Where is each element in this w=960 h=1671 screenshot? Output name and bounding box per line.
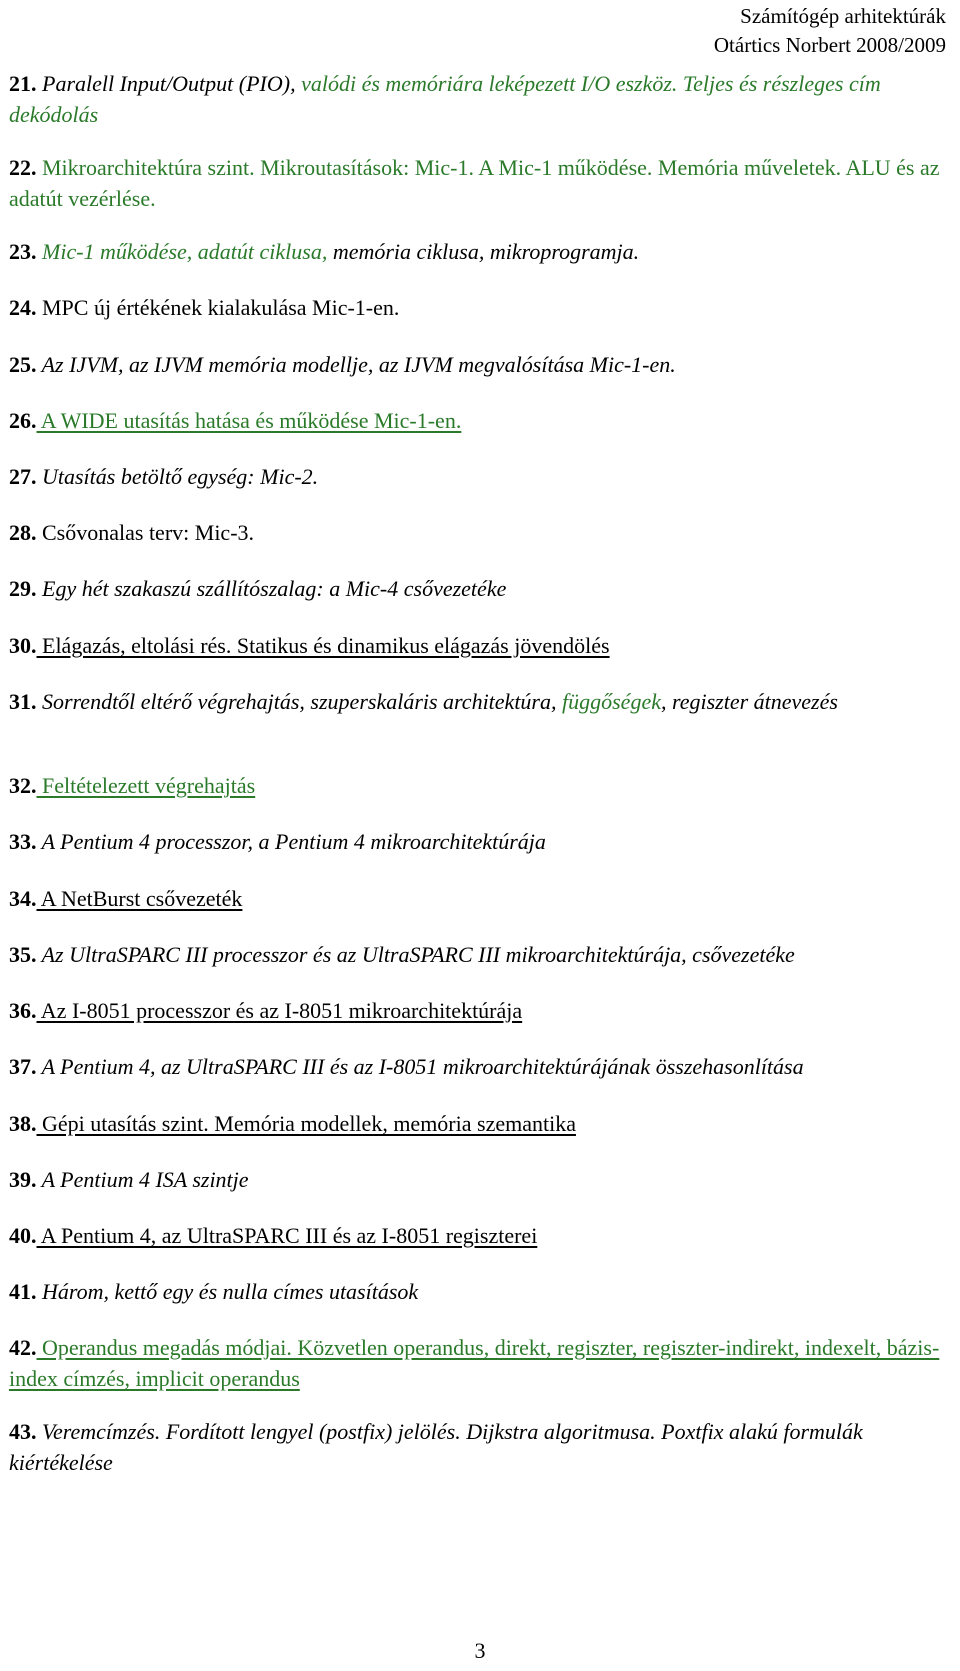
topic-text: Feltételezett végrehajtás xyxy=(36,773,256,798)
topic-item xyxy=(9,1051,944,1082)
topic-text: Az IJVM, az IJVM memória modellje, az IJVM megvalósítása Mic-1-en. xyxy=(36,352,676,377)
topic-item xyxy=(9,1164,944,1195)
topic-item xyxy=(9,826,944,857)
topic-number: 27. xyxy=(9,464,37,489)
page-header xyxy=(714,2,946,60)
topic-item xyxy=(9,236,944,267)
topic-text: Utasítás betöltő egység: Mic-2. xyxy=(36,464,319,489)
topic-number: 28. xyxy=(9,520,37,545)
header-author-year: Otártics Norbert 2008/2009 xyxy=(713,33,946,57)
topic-item xyxy=(9,1416,944,1478)
topic-text: Egy hét szakaszú szállítószalag: a Mic-4 csővezetéke xyxy=(36,576,507,601)
topic-item xyxy=(9,1220,944,1251)
topic-text: , regiszter átnevezés xyxy=(660,689,838,714)
topic-text: függőségek xyxy=(562,689,661,714)
topic-text: MPC új értékének kialakulása Mic-1-en. xyxy=(36,295,400,320)
topic-item xyxy=(9,883,944,914)
topic-number: 23. xyxy=(9,239,37,264)
topic-item xyxy=(9,461,944,492)
topic-item xyxy=(9,939,944,970)
topic-text: valódi és memóriára leképezett I/O eszköz. Teljes és részleges cím dekódolás xyxy=(9,71,881,127)
topic-text: Operandus megadás módjai. Közvetlen operandus, direkt, regiszter, regiszter-indirekt, indexelt, bázis-index címzés, implicit operandus xyxy=(9,1335,940,1391)
topic-number: 41. xyxy=(9,1279,37,1304)
topic-item xyxy=(9,1332,944,1394)
topic-text: Csővonalas terv: Mic-3. xyxy=(36,520,255,545)
topic-item xyxy=(9,995,944,1026)
topic-number: 42. xyxy=(9,1335,37,1360)
topic-number: 39. xyxy=(9,1167,37,1192)
topic-number: 25. xyxy=(9,352,37,377)
topic-number: 34. xyxy=(9,886,37,911)
topic-number: 22. xyxy=(9,155,37,180)
topic-number: 36. xyxy=(9,998,37,1023)
topic-number: 29. xyxy=(9,576,37,601)
topic-item xyxy=(9,573,944,604)
topic-text: A Pentium 4 processzor, a Pentium 4 mikroarchitektúrája xyxy=(36,829,546,854)
topic-text: Három, kettő egy és nulla címes utasítások xyxy=(36,1279,419,1304)
topic-text: Az I-8051 processzor és az I-8051 mikroarchitektúrája xyxy=(36,998,523,1023)
topic-number: 40. xyxy=(9,1223,37,1248)
topic-text: Mikroarchitektúra szint. Mikroutasítások: Mic-1. A Mic-1 működése. Memória műveletek. ALU és az adatút vezérlése. xyxy=(9,155,940,211)
topic-item xyxy=(9,517,944,548)
topic-item xyxy=(9,292,944,323)
topic-item xyxy=(9,1276,944,1307)
page-number: 3 xyxy=(474,1638,486,1663)
header-course-title: Számítógép arhitektúrák xyxy=(740,4,946,28)
topic-text: Sorrendtől eltérő végrehajtás, szuperskaláris architektúra, xyxy=(36,689,562,714)
topic-text: memória ciklusa, mikroprogramja. xyxy=(327,239,640,264)
topic-number: 37. xyxy=(9,1054,37,1079)
topic-number: 33. xyxy=(9,829,37,854)
topic-text: Paralell Input/Output (PIO), xyxy=(36,71,302,96)
topic-item xyxy=(9,349,944,380)
topic-number: 35. xyxy=(9,942,37,967)
topic-number: 21. xyxy=(9,71,37,96)
topic-text: A WIDE utasítás hatása és működése Mic-1-en. xyxy=(36,408,462,433)
topic-item xyxy=(9,152,944,214)
topic-text: Az UltraSPARC III processzor és az UltraSPARC III mikroarchitektúrája, csővezetéke xyxy=(36,942,795,967)
topic-item xyxy=(9,686,944,717)
topic-number: 26. xyxy=(9,408,37,433)
topic-text: Mic-1 működése, adatút ciklusa, xyxy=(36,239,328,264)
topic-item xyxy=(9,405,944,436)
topic-item xyxy=(9,630,944,661)
topic-text: Elágazás, eltolási rés. Statikus és dinamikus elágazás jövendölés xyxy=(36,633,610,658)
topic-text: A Pentium 4, az UltraSPARC III és az I-8051 regiszterei xyxy=(36,1223,538,1248)
topic-item xyxy=(9,1108,944,1139)
topic-text: A Pentium 4 ISA szintje xyxy=(36,1167,249,1192)
topic-number: 38. xyxy=(9,1111,37,1136)
topic-number: 30. xyxy=(9,633,37,658)
topic-item xyxy=(9,68,944,130)
topic-number: 31. xyxy=(9,689,37,714)
topic-number: 24. xyxy=(9,295,37,320)
topic-text: Gépi utasítás szint. Memória modellek, memória szemantika xyxy=(36,1111,576,1136)
topic-number: 43. xyxy=(9,1419,37,1444)
topic-item xyxy=(9,770,944,801)
topic-number: 32. xyxy=(9,773,37,798)
topic-text: Veremcímzés. Fordított lengyel (postfix) jelölés. Dijkstra algoritmusa. Poxtfix alakú formulák kiértékelése xyxy=(9,1419,863,1475)
topic-text: A NetBurst csővezeték xyxy=(36,886,243,911)
topic-text: A Pentium 4, az UltraSPARC III és az I-8051 mikroarchitektúrájának összehasonlítása xyxy=(36,1054,804,1079)
